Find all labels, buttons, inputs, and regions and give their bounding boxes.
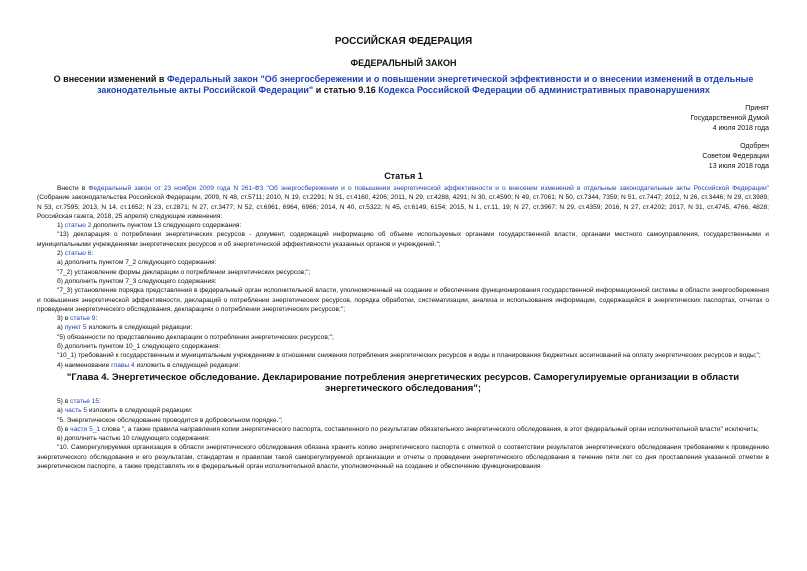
- item-3: 3) в статье 9:: [57, 315, 98, 323]
- link-article-9[interactable]: статье 9: [70, 315, 96, 323]
- link-article-6[interactable]: статью 6: [64, 250, 92, 258]
- item-2b: б) дополнить пунктом 7_3 следующего содержания:: [57, 277, 217, 285]
- item-5b: б) в части 5_1 слова ", а также правила направления копии энергетического паспорта, составленного по результатам обязательного энергетического обследования, в этот федеральный орган исполнительной власти" исключить;: [57, 425, 759, 433]
- item-5a: а) часть 5 изложить в следующей редакции:: [57, 407, 193, 415]
- item-5c-quote: "10. Саморегулируемая организация в области энергетического обследования обязана хранить копию энергетического паспорта с отметкой о соответствии результатов энергетического обследования требованиям к проведению энергетического обследования и его результатам, стандартам и правилам такой саморегулируемой организации и отчеты о проведении энергетического обследования в течение пяти лет со дня проставления указанной отметки в энергетическом паспорте, а также представлять их в федеральный орган исполнительной власти, уполномоченный на создание и обеспечение функционирования: [37, 444, 769, 471]
- chapter-4-title: "Глава 4. Энергетическое обследование. Декларирование потребления энергетических ресурсов. Саморегулируемые организации в области энергетического обследования";: [66, 371, 740, 394]
- item-4: 4) наименование главы 4 изложить в следующей редакции:: [57, 361, 241, 369]
- adopted-date: 4 июля 2018 года: [712, 124, 769, 132]
- link-article-15[interactable]: статье 15: [70, 397, 100, 405]
- item-5c: в) дополнить частью 10 следующего содержания:: [57, 435, 210, 443]
- article-body: [37, 184, 769, 471]
- law-title: [40, 74, 767, 96]
- item-2: 2) статью 6:: [57, 250, 94, 258]
- title-prefix: О внесении изменений в: [53, 74, 167, 84]
- law-type-heading: ФЕДЕРАЛЬНЫЙ ЗАКОН: [350, 58, 457, 68]
- title-link-koap[interactable]: Кодекса Российской Федерации об административных правонарушениях: [378, 85, 710, 95]
- article-heading: Статья 1: [384, 171, 423, 181]
- item-3b: б) дополнить пунктом 10_1 следующего содержания:: [57, 343, 221, 351]
- item-1: 1) статью 2 дополнить пунктом 13 следующего содержания:: [57, 222, 242, 230]
- item-3a-quote: "5) обязанности по представлению декларации о потреблении энергетических ресурсов;";: [57, 333, 334, 341]
- item-2b-quote: "7_3) установление порядка представления в федеральный орган исполнительной власти, уполномоченный на создание и обеспечение функционирования государственной информационной системы в области энергосбережения и повышения энергетической эффективности, деклараций о потреблении энергетических ресурсов, порядка обработки, систематизации, анализа и использования информации, содержащейся в энергетических паспортах, отчетах о проведении энергетического обследования, декларациях о потреблении энергетических ресурсов;";: [37, 287, 769, 313]
- title-middle: и статью 9.16: [313, 85, 379, 95]
- approved-by: Советом Федерации: [702, 153, 769, 161]
- approved-label: Одобрен: [740, 143, 769, 151]
- adopted-label: Принят: [745, 105, 769, 112]
- item-2a-quote: "7_2) установление формы декларации о потреблении энергетических ресурсов;";: [57, 268, 311, 276]
- item-1-quote: "13) декларация о потреблении энергетических ресурсов - документ, содержащий информацию об объеме используемых органами государственной власти, органами местного самоуправления, государственными и муниципальными учреждениями энергетических ресурсов и об энергетической эффективности указанных органов и учреждений.";: [37, 231, 769, 248]
- item-3a: а) пункт 5 изложить в следующей редакции:: [57, 324, 193, 332]
- intro-paragraph: Внести в Федеральный закон от 23 ноября 2009 года N 261-ФЗ "Об энергосбережении и о повышении энергетической эффективности и о внесении изменений в отдельные законодательные акты Российской Федерации" (Собрание законодательства Российской Федерации, 2009, N 48, ст.5711; 2010, N 19, ст.2291; N 31, ст.4160, 4206; 2011, N 29, ст.4288, 4291; N 30, ст.4590; N 49, ст.7061; N 50, ст.7344, 7359; N 51, ст.7447; 2012, N 26, ст.3446; N 29, ст.3989; N 53, ст.7595; 2013, N 14, ст.1652; N 23, ст.2871; N 27, ст.3477; N 52, ст.6961, 6964, 6966; 2014, N 40, ст.5322; N 45, ст.6149, 6154; 2015, N 1, ст.11, 19; N 27, ст.3967; N 29, ст.4359; 2016, N 27, ст.4202; 2017, N 31, ст.4745, 4766, 4828; Российская газета, 2018, 25 апреля) следующие изменения:: [37, 185, 770, 220]
- link-law-261[interactable]: Федеральный закон от 23 ноября 2009 года N 261-ФЗ "Об энергосбережении и о повышении энергетической эффективности и о внесении изменений в отдельные законодательные акты Российской Федерации": [88, 185, 770, 192]
- adopted-by: Государственной Думой: [690, 114, 769, 122]
- link-chapter-4[interactable]: главы 4: [111, 361, 135, 369]
- link-part-5[interactable]: часть 5: [64, 407, 88, 415]
- item-5a-quote: "5. Энергетическое обследование проводится в добровольном порядке.";: [57, 416, 283, 424]
- adoption-info: [690, 104, 769, 172]
- country-heading: РОССИЙСКАЯ ФЕДЕРАЦИЯ: [334, 36, 473, 47]
- link-article-2[interactable]: статью 2: [64, 222, 92, 230]
- approved-date: 13 июля 2018 года: [708, 162, 769, 170]
- title-link-energy-law[interactable]: Федеральный закон "Об энергосбережении и о повышении энергетической эффективности и о внесении изменений в отдельные законодательные акты Российской Федерации": [97, 74, 754, 95]
- item-2a: а) дополнить пунктом 7_2 следующего содержания:: [57, 259, 217, 267]
- link-point-5[interactable]: пункт 5: [64, 324, 87, 332]
- link-part-5-1[interactable]: части 5_1: [70, 425, 101, 433]
- item-3b-quote: "10_1) требований к государственным и муниципальным учреждениям в отношении снижения потребления энергетических ресурсов и воды и планирования бюджетных ассигнований на оплату энергетических ресурсов и воды;";: [57, 352, 761, 360]
- item-5: 5) в статье 15:: [57, 397, 101, 405]
